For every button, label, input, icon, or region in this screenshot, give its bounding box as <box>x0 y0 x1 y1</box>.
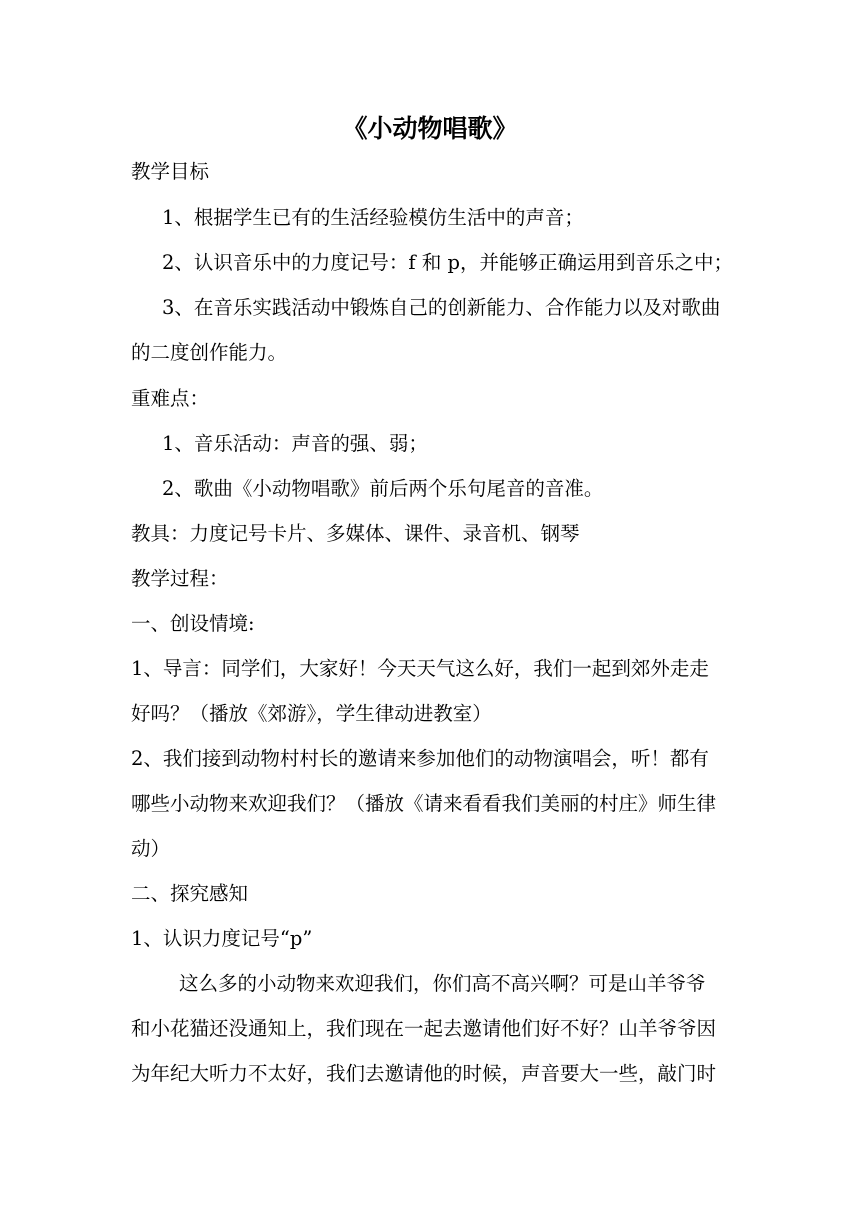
paragraph-line: 2、认识音乐中的力度记号：f 和 p，并能够正确运用到音乐之中； <box>162 251 734 274</box>
paragraph-line-teaching-aids: 教具：力度记号卡片、多媒体、课件、录音机、钢琴 <box>131 522 580 545</box>
paragraph-line: 2、我们接到动物村村长的邀请来参加他们的动物演唱会，听！都有 <box>131 747 709 770</box>
section-heading-scenario: 一、创设情境: <box>131 612 255 635</box>
paragraph-line: 2、歌曲《小动物唱歌》前后两个乐句尾音的音准。 <box>162 477 604 500</box>
paragraph-line: 和小花猫还没通知上，我们现在一起去邀请他们好不好？山羊爷爷因 <box>131 1017 717 1040</box>
paragraph-line: 哪些小动物来欢迎我们？（播放《请来看看我们美丽的村庄》师生律 <box>131 792 717 815</box>
paragraph-line: 3、在音乐实践活动中锻炼自己的创新能力、合作能力以及对歌曲 <box>162 296 721 319</box>
paragraph-line: 动） <box>131 837 171 860</box>
paragraph-line: 为年纪大听力不太好，我们去邀请他的时候，声音要大一些，敲门时 <box>131 1062 717 1085</box>
section-heading-objectives: 教学目标 <box>131 160 210 183</box>
paragraph-line: 1、根据学生已有的生活经验模仿生活中的声音； <box>162 206 584 229</box>
paragraph-line: 1、导言：同学们，大家好！今天天气这么好，我们一起到郊外走走 <box>131 657 709 680</box>
paragraph-line: 这么多的小动物来欢迎我们，你们高不高兴啊？可是山羊爷爷 <box>179 972 706 995</box>
paragraph-line: 的二度创作能力。 <box>131 341 288 364</box>
paragraph-line: 好吗？（播放《郊游》，学生律动进教室） <box>131 702 492 725</box>
section-heading-key-points: 重难点： <box>131 387 210 410</box>
document-title: 《小动物唱歌》 <box>342 114 518 143</box>
paragraph-line: 1、音乐活动：声音的强、弱； <box>162 432 428 455</box>
section-heading-process: 教学过程： <box>131 567 229 590</box>
section-heading-explore: 二、探究感知 <box>131 882 249 905</box>
sub-heading-dynamic-mark: 1、认识力度记号“p” <box>131 927 313 950</box>
